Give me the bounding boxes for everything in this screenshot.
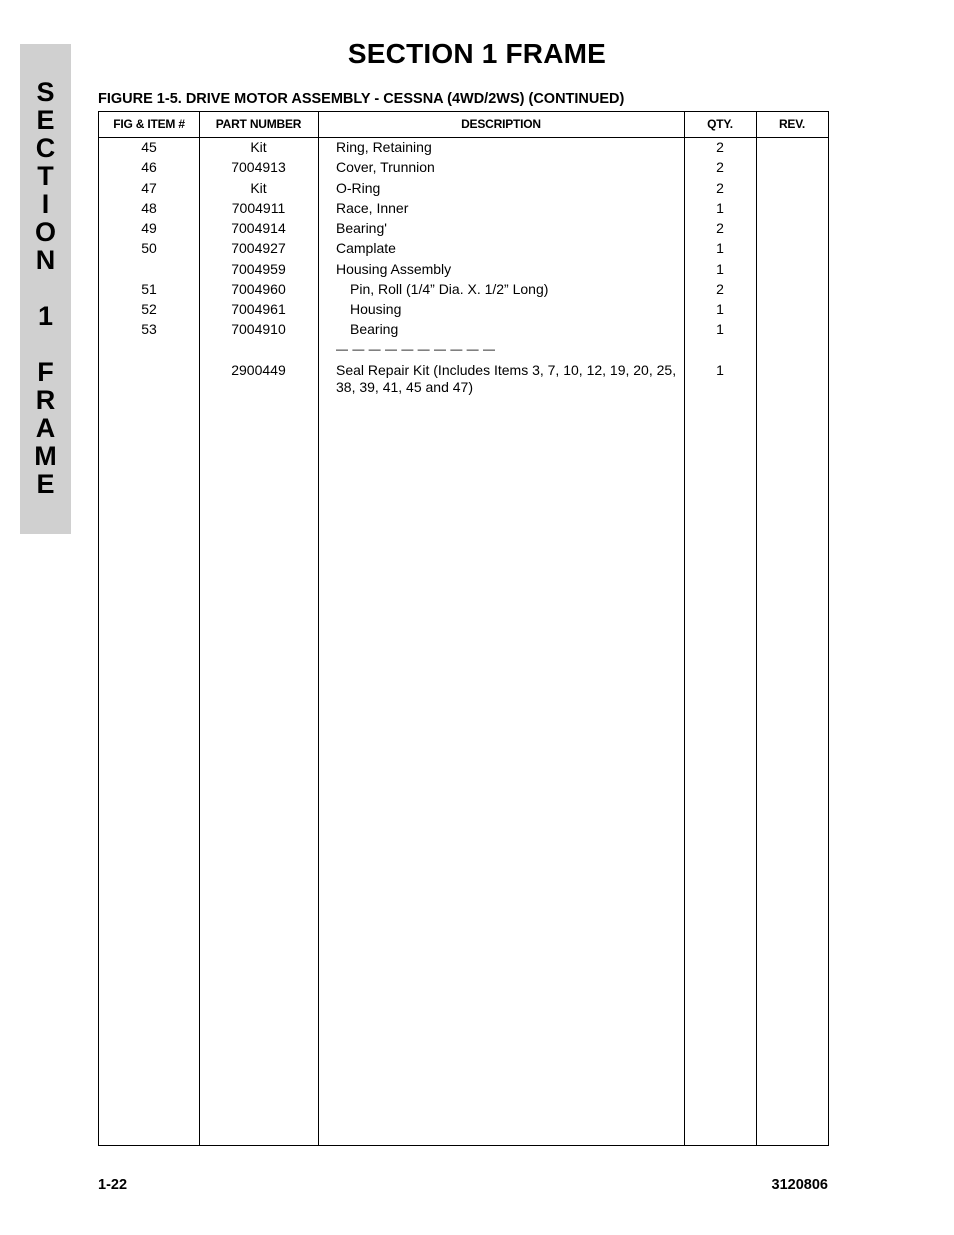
table-row [99, 139, 828, 159]
header-item: FIG & ITEM # [113, 117, 185, 131]
table-row [99, 200, 828, 220]
description: Cover, Trunnion [336, 159, 435, 175]
part-number: Kit [250, 180, 267, 196]
table-header [99, 112, 828, 138]
description: Race, Inner [336, 200, 409, 216]
part-number: 7004910 [231, 321, 286, 337]
description: Pin, Roll (1/4” Dia. X. 1/2” Long) [350, 281, 549, 297]
side-tab-letter: S [36, 77, 55, 107]
table-row [99, 220, 828, 240]
part-number: 7004914 [231, 220, 286, 236]
item-number: 49 [141, 220, 157, 236]
side-tab-letter: A [35, 413, 56, 443]
side-tab-letter: N [35, 245, 56, 275]
description: Housing [350, 301, 402, 317]
parts-table [98, 111, 829, 1146]
side-tab-letter: I [41, 189, 50, 219]
quantity: 1 [716, 240, 724, 256]
part-number: 7004911 [231, 200, 286, 216]
side-tab-letter: R [35, 385, 56, 415]
section-side-tab [20, 44, 71, 534]
side-tab-letter: F [37, 357, 54, 387]
side-tab-letter: O [34, 217, 56, 247]
part-number: Kit [250, 139, 267, 155]
table-row [99, 240, 828, 260]
item-number: 50 [141, 240, 157, 256]
quantity: 2 [716, 220, 724, 236]
item-number: 46 [141, 159, 157, 175]
item-number: 53 [141, 321, 157, 337]
document-number: 3120806 [771, 1177, 828, 1193]
part-number: 7004913 [231, 159, 286, 175]
side-tab-letter: E [36, 105, 55, 135]
figure-title: FIGURE 1-5. DRIVE MOTOR ASSEMBLY - CESSNA (4WD/2WS) (CONTINUED) [98, 91, 625, 107]
side-tab-letter: 1 [37, 301, 54, 331]
quantity: 1 [716, 261, 724, 277]
part-number: 7004927 [231, 240, 286, 256]
item-number: 52 [141, 301, 157, 317]
header-rev: REV. [778, 117, 806, 131]
table-row [99, 281, 828, 301]
separator-dashes: — — — — — — — — — — [336, 342, 496, 356]
page-title: SECTION 1 FRAME [347, 38, 607, 69]
quantity: 1 [716, 362, 724, 378]
description: Camplate [336, 240, 396, 256]
part-number: 7004961 [231, 301, 286, 317]
item-number: 45 [141, 139, 157, 155]
quantity: 1 [716, 301, 724, 317]
description: O-Ring [336, 180, 381, 196]
header-qty: QTY. [707, 117, 733, 131]
table-row [99, 261, 828, 281]
table-row [99, 180, 828, 200]
side-tab-letter: C [35, 133, 56, 163]
quantity: 1 [716, 321, 724, 337]
side-tab-letter: E [36, 469, 55, 499]
description: Bearing' [336, 220, 387, 236]
item-number: 48 [141, 200, 157, 216]
header-part: PART NUMBER [215, 117, 302, 131]
quantity: 2 [716, 159, 724, 175]
quantity: 2 [716, 139, 724, 155]
part-number: 7004960 [231, 281, 286, 297]
side-tab-letter: M [34, 441, 57, 471]
description: Housing Assembly [336, 261, 452, 277]
table-row [99, 301, 828, 321]
header-description: DESCRIPTION [461, 117, 541, 131]
table-row [99, 321, 828, 341]
table-row [99, 159, 828, 179]
item-number: 47 [141, 180, 157, 196]
description: Ring, Retaining [336, 139, 432, 155]
part-number: 7004959 [231, 261, 286, 277]
quantity: 2 [716, 281, 724, 297]
item-number: 51 [141, 281, 157, 297]
description: Seal Repair Kit (Includes Items 3, 7, 10, 12, 19, 20, 25, 38, 39, 41, 45 and 47) [336, 362, 677, 395]
part-number: 2900449 [231, 362, 286, 378]
description: Bearing [350, 321, 399, 337]
quantity: 2 [716, 180, 724, 196]
table-row [99, 341, 828, 361]
side-tab-letter: T [37, 161, 54, 191]
page-number: 1-22 [98, 1177, 128, 1193]
table-row [99, 362, 828, 402]
quantity: 1 [716, 200, 724, 216]
